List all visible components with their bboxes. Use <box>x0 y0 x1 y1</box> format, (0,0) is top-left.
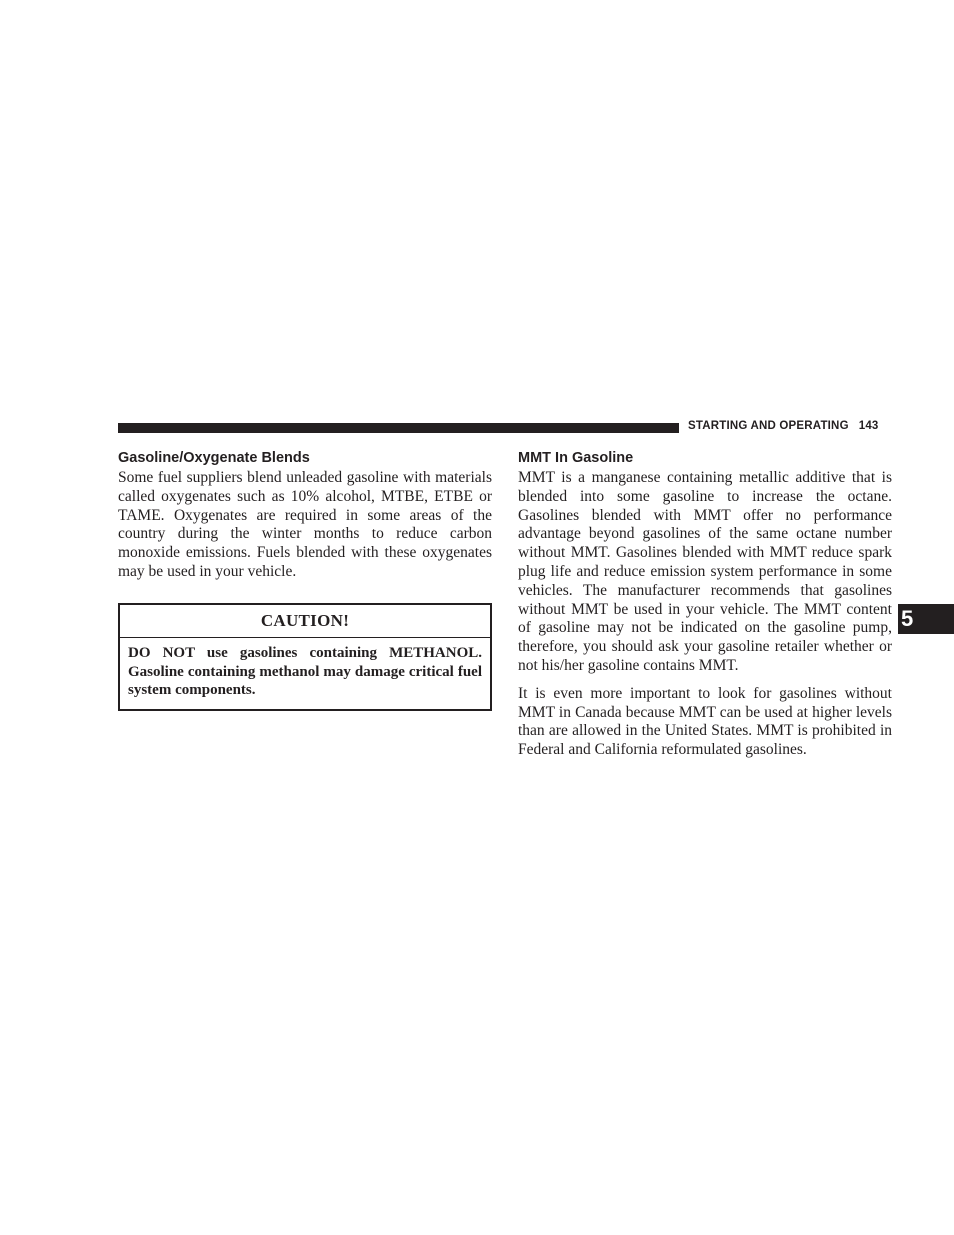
section-title: STARTING AND OPERATING <box>688 420 849 432</box>
header-rule <box>118 423 679 433</box>
running-header <box>688 420 879 432</box>
mmt-paragraph-2: It is even more important to look for gasolines without MMT in Canada because MMT can be used at higher levels than are allowed in the United States. MMT is prohibited in Federal and California reformulated gasolines. <box>518 684 892 759</box>
oxygenate-blends-paragraph: Some fuel suppliers blend unleaded gasoline with materials called oxygenates such as 10% alcohol, MTBE, ETBE or TAME. Oxygenates are required in some areas of the country during the winter months to reduce carbon monoxide emissions. Fuels blended with these oxygenates may be used in your vehicle. <box>118 469 492 580</box>
left-column <box>118 449 492 711</box>
mmt-paragraph-1: MMT is a manganese containing metallic additive that is blended into some gasoline to increase the octane. Gasolines blended with MMT offer no performance advantage beyond gasolines of the same octane number without MMT. Gasolines blended with MMT reduce spark plug life and reduce emission system performance in some vehicles. The manufacturer recommends that gasolines without MMT be used in your vehicle. The MMT content of gasoline may not be indicated on the gasoline pump, therefore, you should ask your gasoline retailer whether or not his/her gasoline contains MMT. <box>518 469 892 674</box>
mmt-heading: MMT In Gasoline <box>518 450 634 466</box>
caution-box <box>118 603 492 711</box>
caution-title: CAUTION! <box>120 605 490 638</box>
caution-text: DO NOT use gasolines containing METHANOL. Gasoline containing methanol may damage critical fuel system components. <box>128 644 482 699</box>
chapter-tab: 5 <box>898 604 954 634</box>
page-number: 143 <box>858 420 879 432</box>
oxygenate-blends-heading: Gasoline/Oxygenate Blends <box>118 450 310 466</box>
right-column <box>518 449 892 760</box>
